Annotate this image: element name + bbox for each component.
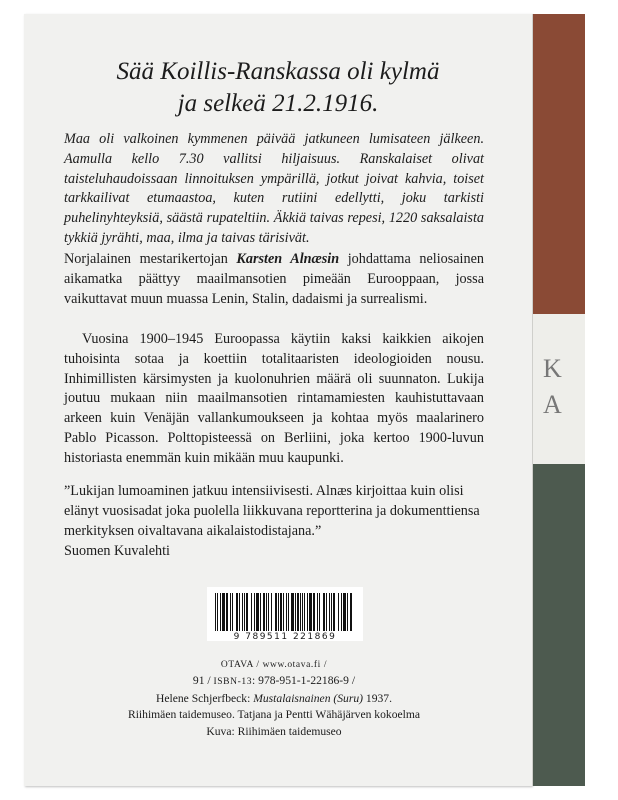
spine-bottom-band: [533, 464, 585, 786]
headline-line-2: ja selkeä 21.2.1916.: [177, 90, 379, 117]
photo-credit-line: Kuva: Riihimäen taidemuseo: [206, 724, 342, 738]
spine-partial-letter-2: A: [543, 390, 562, 419]
museum-line: Riihimäen taidemuseo. Tatjana ja Pentti Wähäjärven kokoelma: [127, 708, 421, 722]
description-paragraph-2: Vuosina 1900–1945 Euroopassa käytiin kaksi kaikkien aikojen tuhoisinta sotaa ja koettiin totalitaaristen ideologioiden nousu. Inhimillisten kärsimysten ja kuolonuhrien määrä oli suunnaton. Lukija joutuu mukaan niin maailmansotien rintamamiesten kauhistuttavaan arkeen kuin Venäjän vallankumoukseen ja kohtaa myös maalarinero Pablo Picasson. Polttopisteessä on Berliini, joka kertoo 1900-luvun historiasta enemmän kuin mikään muu kaupunki.: [64, 331, 484, 466]
headline-line-1: Sää Koillis-Ranskassa oli kylmä: [116, 58, 440, 85]
cover-credit-title: Mustalaisnainen (Suru): [253, 691, 364, 705]
barcode-number: 9 789511 221869: [233, 632, 337, 642]
isbn-line: [64, 673, 484, 690]
isbn-prefix: 91 /: [192, 674, 214, 688]
spine-partial-letter-1: K: [543, 354, 562, 383]
description-paragraph-1: [64, 250, 484, 309]
isbn-value: : 978-951-1-22186-9 /: [252, 674, 356, 688]
author-name: Karsten Alnæsin: [236, 251, 340, 267]
barcode-bars: [215, 593, 355, 631]
spine-top-band: [533, 14, 585, 314]
cover-credit-year: 1937.: [363, 691, 392, 705]
imprint: [64, 657, 484, 740]
excerpt-paragraph: Maa oli valkoinen kymmenen päivää jatkuneen lumisateen jälkeen. Aamulla kello 7.30 vallitsi hiljaisuus. Ranskalaiset olivat taisteluhaudoissaan linnoituksen ympärillä, jotkut joivat kahvia, toiset tarkkailivat etumaastoa, kuten rutiini edellytti, joku tarkisti puhelinyhteyksiä, säästä rupateltiin. Äkkiä taivas repesi, 1220 saksalaista tykkiä jyrähti, maa, ilma ja taivas tärisivät.: [64, 131, 484, 246]
cover-credit-line: [64, 691, 484, 707]
isbn-barcode: [207, 587, 363, 641]
cover-credit-prefix: Helene Schjerfbeck:: [155, 691, 254, 705]
spine-middle-band: [533, 314, 585, 464]
headline: [60, 56, 496, 120]
book-spine: [532, 14, 585, 786]
isbn-label: ISBN-13: [213, 677, 253, 688]
description-1-after: johdattama neliosainen aikamatka päättyy maailmansotien pimeään Eurooppaan, jossa vaikuttavat muun muassa Lenin, Stalin, dadaismi ja surrealismi.: [64, 251, 484, 307]
description-1-before: Norjalainen mestarikertojan: [64, 251, 237, 267]
publisher-line: OTAVA / www.otava.fi /: [220, 660, 328, 670]
barcode-bar: [352, 593, 353, 631]
review-quote: ”Lukijan lumoaminen jatkuu intensiivisesti. Alnæs kirjoittaa kuin olisi elänyt vuosisadat joka puolella liikkuvana reportterina ja dokumenttiensa merkityksen oivaltavana aikalaistodistajana.”: [64, 483, 480, 539]
quote-source: Suomen Kuvalehti: [64, 543, 170, 559]
